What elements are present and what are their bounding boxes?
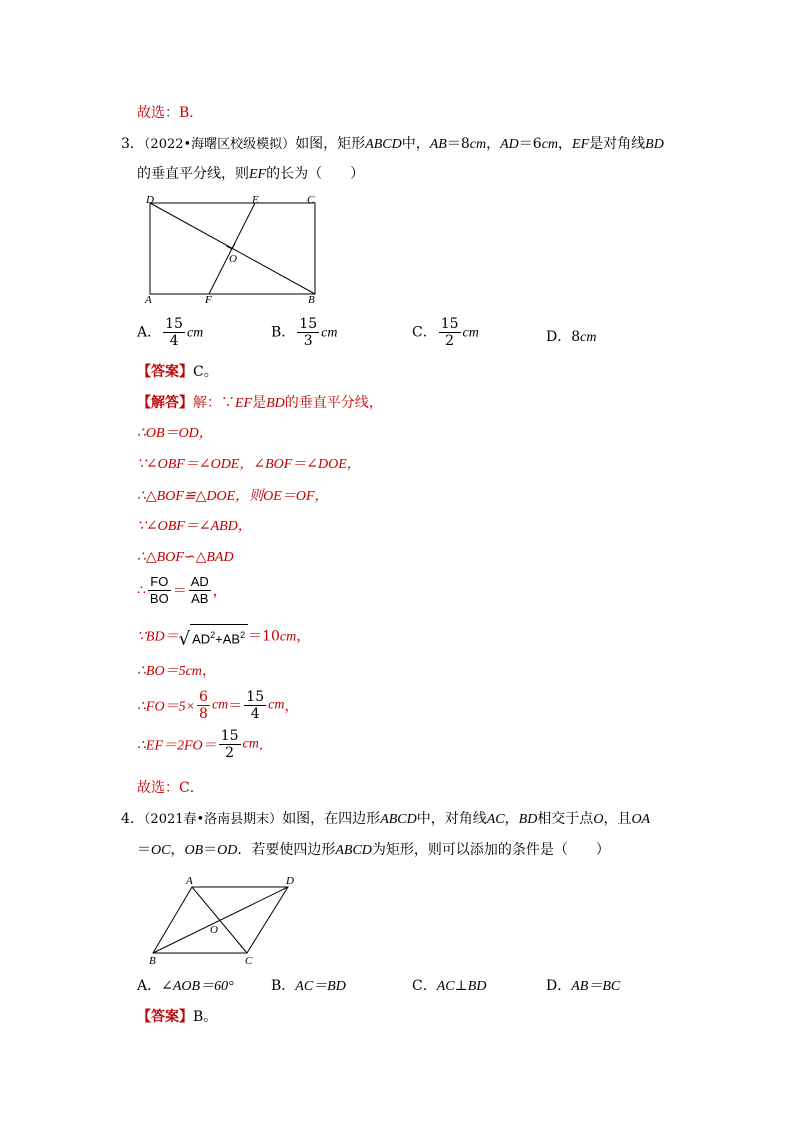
frac-denominator: 4 xyxy=(250,706,260,722)
prev-conclusion: 故选：B． xyxy=(137,105,204,121)
q4-sep: ， xyxy=(170,842,185,858)
q3-option-d[interactable] xyxy=(546,326,596,346)
sol-text: ， xyxy=(284,698,299,715)
q3-figure xyxy=(140,193,330,307)
q3-solution-line9 xyxy=(137,661,216,682)
frac-denominator: 2 xyxy=(225,745,235,761)
q3-number: 3． xyxy=(121,136,144,152)
q4-stem-text: ，且 xyxy=(603,811,632,827)
q4-option-a-label: A． xyxy=(137,978,162,994)
q3-solution-line11 xyxy=(137,728,273,761)
sqrt-radicand xyxy=(190,624,248,649)
q4-bd: BD xyxy=(518,812,538,827)
q3-answer xyxy=(137,362,218,382)
q4-stem-text: 中，对角线 xyxy=(416,811,487,827)
q3-option-b-unit: cm xyxy=(321,325,338,341)
sqrt-symbol-icon: √ xyxy=(178,628,191,650)
sol-text: 解：∵ xyxy=(193,395,235,411)
q3-label-o: O xyxy=(229,253,237,265)
q3-solution-line4 xyxy=(137,486,329,507)
q3-solution-line8 xyxy=(137,624,310,649)
q3-option-d-value: 8 xyxy=(571,329,581,345)
frac-numerator: 15 xyxy=(299,316,318,332)
q4-answer xyxy=(137,1007,217,1027)
rad-text: AD xyxy=(192,631,211,647)
rad-exp: 2 xyxy=(210,630,216,640)
q4-label-d: D xyxy=(286,875,294,887)
q3-bd: BD xyxy=(645,137,664,152)
sol-text: 是 xyxy=(252,395,267,411)
q3-answer-label: 【答案】 xyxy=(137,364,193,380)
sol-text: ， xyxy=(212,583,227,600)
q4-figure xyxy=(145,872,305,968)
q3-label-b: B xyxy=(308,294,315,306)
q3-option-c-label: C． xyxy=(412,324,437,341)
q4-option-d-text: AB＝BC xyxy=(571,979,621,994)
q3-label-a: A xyxy=(145,294,152,306)
sol-text: ＝ xyxy=(172,583,187,600)
q3-eq8: ＝8 xyxy=(446,136,470,152)
q3-sep: ， xyxy=(558,136,573,152)
q4-option-b[interactable] xyxy=(271,975,346,995)
sol-text: EF xyxy=(235,396,253,411)
q3-ef: EF xyxy=(572,137,590,152)
q3-option-d-label: D． xyxy=(546,329,572,345)
q4-sep: ， xyxy=(504,811,519,827)
rad-exp: 2 xyxy=(240,630,246,640)
q3-label-e: E xyxy=(252,194,259,206)
sol-text: BD xyxy=(266,396,285,411)
q4-quad: ABCD xyxy=(380,812,417,827)
sol-text: ∴EF＝2FO＝ xyxy=(137,738,217,754)
frac-denominator: AB xyxy=(191,591,209,606)
q4-stem-text: 为矩形，则可以添加的条件是（ ） xyxy=(371,842,610,858)
sol-fraction-15-2 xyxy=(219,728,241,761)
q3-label-f: F xyxy=(205,294,212,306)
q3-option-c-unit: cm xyxy=(462,325,479,341)
frac-numerator: 15 xyxy=(165,316,183,332)
frac-numerator: 15 xyxy=(246,689,265,705)
sol-fraction-fo-bo xyxy=(148,574,171,607)
q3-solution-label: 【解答】 xyxy=(137,395,193,411)
sol-text: ∴△BOF≌△DOE，则 xyxy=(137,489,264,504)
q3-option-b-fraction xyxy=(297,316,319,349)
sol-sqrt xyxy=(179,624,249,649)
frac-denominator: 3 xyxy=(303,333,313,349)
q4-stem-text: ＝ xyxy=(137,842,151,858)
q4-label-o: O xyxy=(210,924,218,936)
frac-numerator: AD xyxy=(190,574,209,589)
q3-stem-line2 xyxy=(137,164,364,185)
q3-sep: ， xyxy=(486,136,501,152)
q3-option-c[interactable] xyxy=(412,316,479,349)
sol-fraction-15-4 xyxy=(244,689,266,722)
sol-fraction-ad-ab xyxy=(189,574,211,607)
sol-text: cm xyxy=(268,697,285,713)
q3-option-d-unit: cm xyxy=(580,330,597,345)
q3-option-c-fraction xyxy=(439,316,461,349)
q3-solution-line2: ∴OB＝OD， xyxy=(137,426,213,441)
sol-text: ＝ xyxy=(228,698,243,715)
frac-numerator: 6 xyxy=(199,689,208,705)
q3-ef: EF xyxy=(249,167,267,182)
q3-option-a[interactable] xyxy=(137,316,203,349)
q3-stem-text: 是对角线 xyxy=(589,136,646,152)
q3-source: （2022•海曙区校级模拟） xyxy=(143,137,296,152)
sol-text: ∴ xyxy=(137,582,146,599)
sol-text: 的垂直平分线， xyxy=(284,395,383,411)
sol-text: ， xyxy=(296,628,311,645)
q4-option-b-label: B． xyxy=(271,978,296,994)
sol-text: ∵BD＝ xyxy=(137,629,179,645)
q4-option-c-text: AC⊥BD xyxy=(436,979,487,994)
q4-stem-text: ＝ xyxy=(203,842,218,858)
q4-source: （2021春•洛南县期末） xyxy=(143,812,283,827)
q4-label-b: B xyxy=(149,955,156,967)
sol-text: cm xyxy=(242,736,259,752)
q4-option-a-text: ∠AOB＝60° xyxy=(161,979,234,994)
q4-ob: OB xyxy=(184,843,204,858)
sol-text: ∴BO＝5 xyxy=(137,664,186,679)
q4-stem-line2 xyxy=(137,840,610,861)
q3-stem-text: 如图，矩形 xyxy=(295,136,366,152)
q3-option-a-unit: cm xyxy=(186,325,204,341)
q3-conclusion: 故选：C． xyxy=(137,780,204,796)
sol-text: cm xyxy=(211,697,229,713)
sol-text: OE＝OF， xyxy=(263,489,329,504)
q3-solution-line5: ∵∠OBF＝∠ABD， xyxy=(137,519,252,534)
rad-text: +AB xyxy=(215,631,241,647)
q3-eq6: ＝6 xyxy=(518,136,542,152)
q3-stem-text: 的长为（ ） xyxy=(266,166,365,182)
q4-answer-label: 【答案】 xyxy=(137,1009,193,1025)
q4-stem-text: ．若要使四边形 xyxy=(237,842,336,858)
q4-quad: ABCD xyxy=(335,843,372,858)
frac-numerator: FO xyxy=(148,574,171,591)
frac-numerator: 15 xyxy=(440,316,459,332)
frac-denominator: BO xyxy=(149,591,169,606)
q4-option-a[interactable] xyxy=(137,975,234,995)
q3-label-c: C xyxy=(307,194,315,206)
q3-stem-line1 xyxy=(121,134,664,155)
q4-option-b-text: AC＝BD xyxy=(295,979,346,994)
q3-option-b-label: B． xyxy=(271,324,296,341)
q3-stem-text: 中， xyxy=(401,136,430,152)
q4-stem-text: 如图，在四边形 xyxy=(282,811,381,827)
q3-option-a-label: A． xyxy=(137,324,162,341)
q4-label-c: C xyxy=(245,955,253,967)
q4-o: O xyxy=(593,812,604,827)
frac-denominator: 4 xyxy=(169,333,179,349)
q4-label-a: A xyxy=(186,875,193,887)
sol-text: cm xyxy=(279,629,297,645)
sol-text: ． xyxy=(258,737,273,754)
q3-answer-value: C。 xyxy=(193,364,218,380)
q4-stem-text: 相交于点 xyxy=(537,811,594,827)
q3-option-a-fraction xyxy=(163,316,185,349)
q3-ab: AB xyxy=(429,137,447,152)
q4-ac: AC xyxy=(486,812,505,827)
q3-solution-line3: ∵∠OBF＝∠ODE，∠BOF＝∠DOE， xyxy=(137,457,361,472)
q4-number: 4． xyxy=(121,811,144,827)
q4-oa: OA xyxy=(631,812,651,827)
sol-text: ＝10 xyxy=(248,628,280,645)
q3-rect: ABCD xyxy=(365,137,402,152)
q4-oc: OC xyxy=(151,843,171,858)
q4-option-d[interactable] xyxy=(546,975,620,995)
frac-numerator: 15 xyxy=(220,728,239,744)
q3-solution-line7 xyxy=(137,574,227,607)
q3-option-b[interactable] xyxy=(271,316,337,349)
q3-solution-line1 xyxy=(137,393,383,414)
q3-solution-line10 xyxy=(137,689,298,722)
q4-option-d-label: D． xyxy=(546,978,572,994)
q4-answer-value: B。 xyxy=(193,1009,218,1025)
sol-fraction-6-8 xyxy=(197,689,210,722)
q4-option-c-label: C． xyxy=(412,978,437,994)
q3-unit: cm xyxy=(541,137,559,152)
q3-solution-line6: ∴△BOF∽△BAD xyxy=(137,550,234,565)
q4-od: OD xyxy=(217,843,238,858)
sol-text: ∴FO＝5× xyxy=(137,699,196,715)
sol-text: ， xyxy=(201,663,216,679)
q3-stem-text: 的垂直平分线，则 xyxy=(137,166,249,182)
frac-denominator: 8 xyxy=(199,706,208,722)
q4-option-c[interactable] xyxy=(412,975,486,995)
q3-label-d: D xyxy=(146,194,154,206)
q4-stem-line1 xyxy=(121,809,650,830)
sol-text: cm xyxy=(185,664,202,679)
frac-denominator: 2 xyxy=(445,333,455,349)
q3-unit: cm xyxy=(469,137,487,152)
q3-ad: AD xyxy=(500,137,519,152)
